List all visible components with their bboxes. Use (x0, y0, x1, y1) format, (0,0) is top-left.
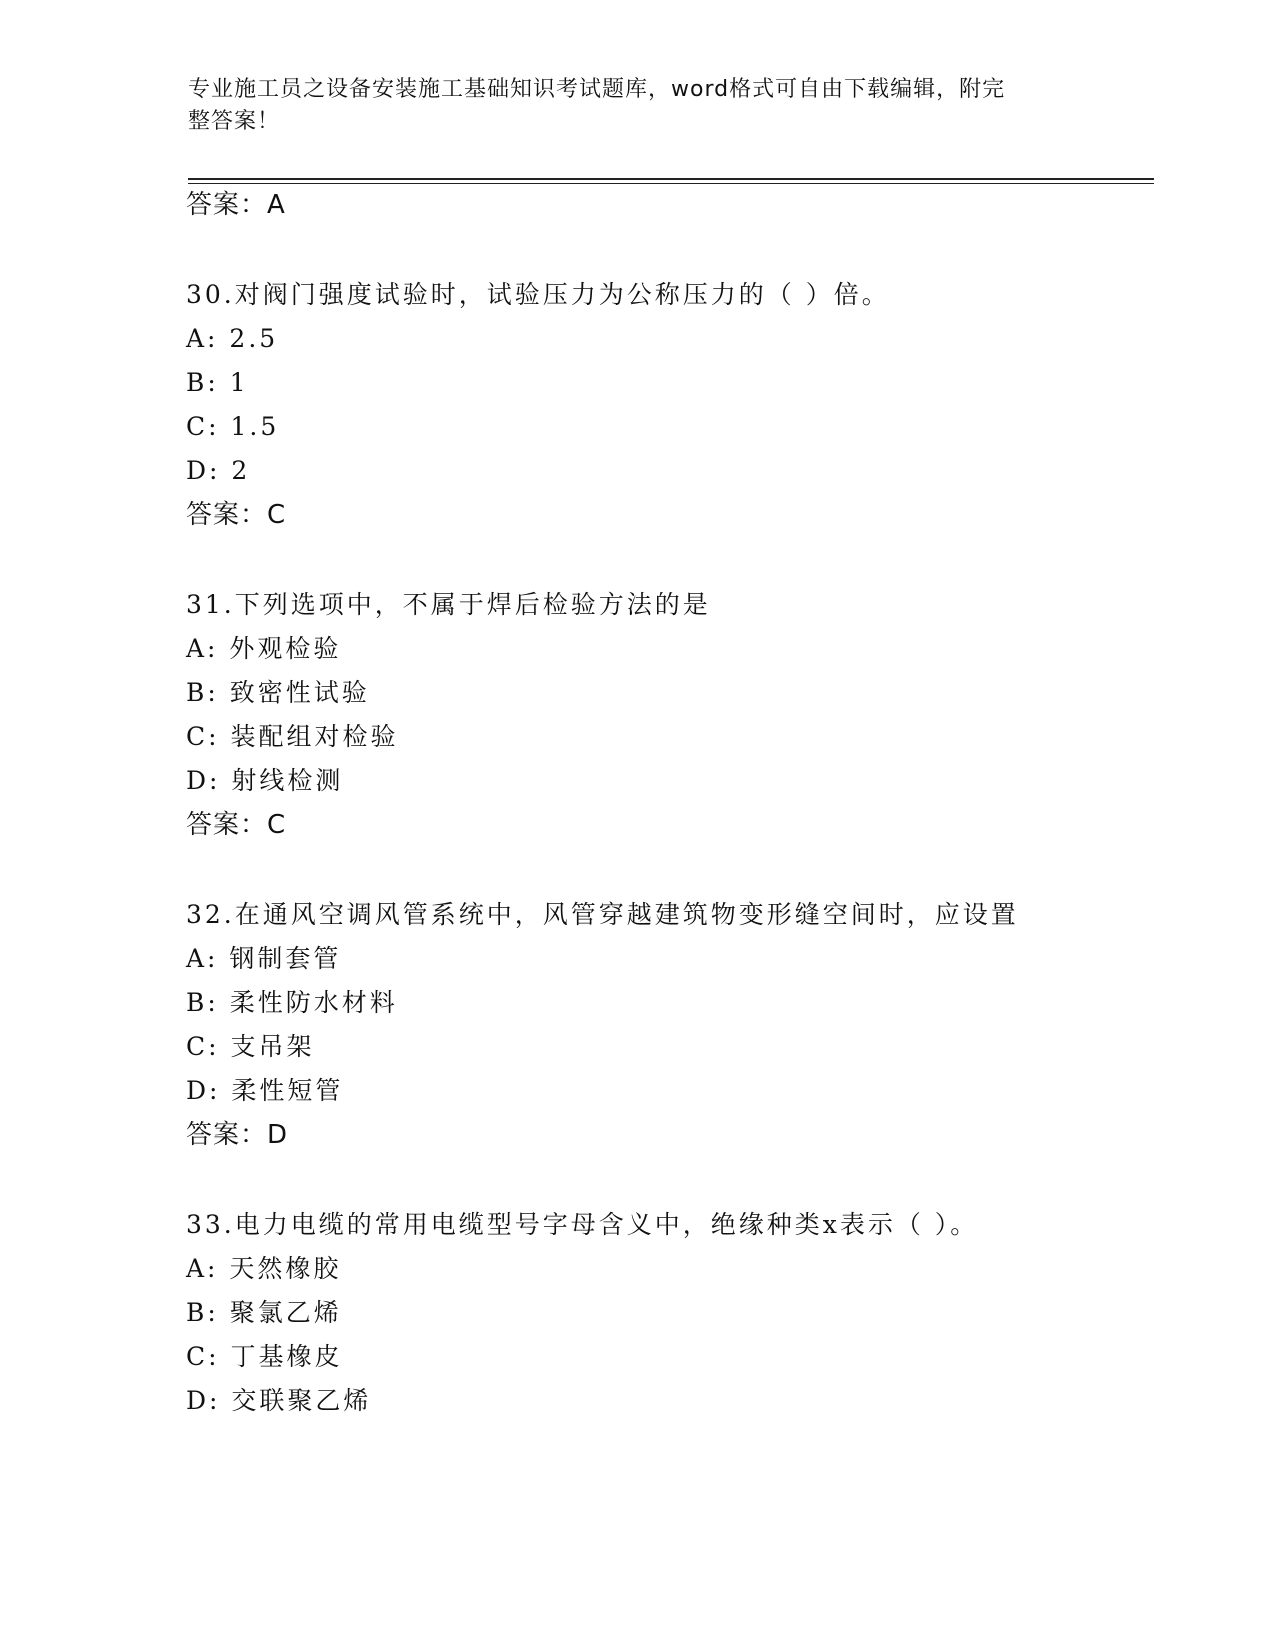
question-30-stem: 30.对阀门强度试验时，试验压力为公称压力的（ ）倍。 (186, 280, 890, 309)
question-33-option-b: B: 聚氯乙烯 (186, 1298, 342, 1327)
question-30-answer: 答案：C (186, 500, 287, 530)
question-31-option-d: D: 射线检测 (186, 766, 344, 795)
question-31-stem: 31.下列选项中，不属于焊后检验方法的是 (186, 590, 711, 619)
question-32-option-a: A: 钢制套管 (186, 944, 342, 973)
question-31-answer: 答案：C (186, 810, 287, 840)
question-32-answer: 答案：D (186, 1120, 289, 1150)
question-30-option-d: D: 2 (186, 456, 251, 485)
question-30-option-b: B: 1 (186, 368, 249, 397)
previous-answer: 答案：A (186, 190, 286, 220)
question-31-option-b: B: 致密性试验 (186, 678, 370, 707)
header-line-1: 专业施工员之设备安装施工基础知识考试题库，word格式可自由下载编辑，附完 (188, 77, 1006, 102)
document-header (188, 74, 1068, 138)
question-32-option-c: C: 支吊架 (186, 1032, 315, 1061)
question-32-option-b: B: 柔性防水材料 (186, 988, 398, 1017)
question-33-option-a: A: 天然橡胶 (186, 1254, 342, 1283)
header-line-2: 整答案！ (188, 109, 281, 134)
question-33-option-c: C: 丁基橡皮 (186, 1342, 343, 1371)
header-divider-thick (188, 178, 1154, 180)
question-31-option-a: A: 外观检验 (186, 634, 342, 663)
question-31-option-c: C: 装配组对检验 (186, 722, 399, 751)
question-32-option-d: D: 柔性短管 (186, 1076, 344, 1105)
question-30-option-c: C: 1.5 (186, 412, 280, 441)
question-32-stem: 32.在通风空调风管系统中，风管穿越建筑物变形缝空间时，应设置 (186, 900, 1019, 929)
question-33-option-d: D: 交联聚乙烯 (186, 1386, 372, 1415)
question-30-option-a: A: 2.5 (186, 324, 279, 353)
header-divider-thin (188, 183, 1154, 184)
question-33-stem: 33.电力电缆的常用电缆型号字母含义中，绝缘种类x表示（ ）。 (186, 1210, 979, 1239)
